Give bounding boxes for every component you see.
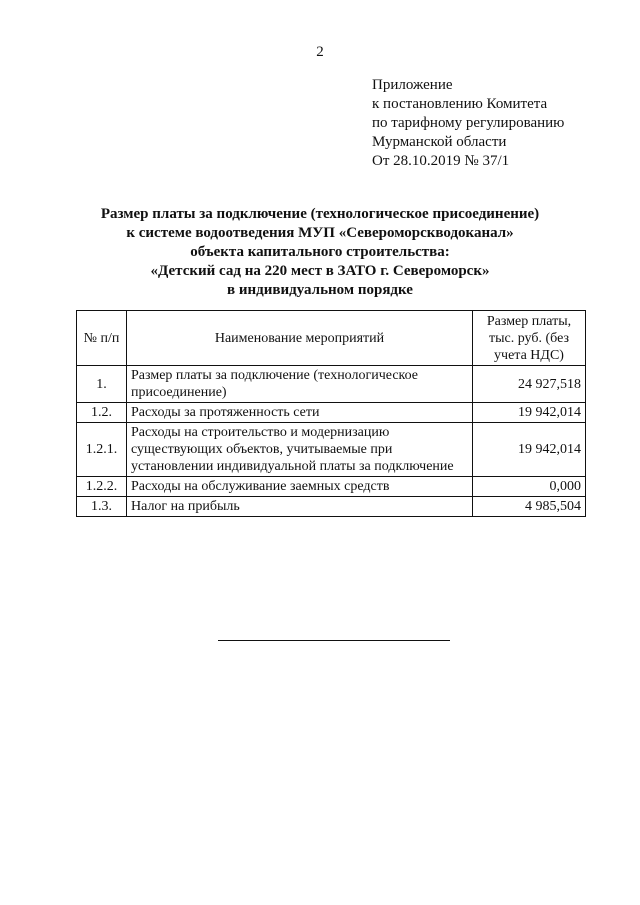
table-row <box>77 423 586 477</box>
table-row <box>77 497 586 517</box>
row-amount: 19 942,014 <box>473 403 586 423</box>
table-row <box>77 403 586 423</box>
signature-divider-line <box>218 640 450 641</box>
row-num: 1. <box>77 366 127 403</box>
table-header-row <box>77 311 586 366</box>
title-line: «Детский сад на 220 мест в ЗАТО г. Североморск» <box>150 263 490 279</box>
row-amount: 19 942,014 <box>473 423 586 477</box>
appendix-line: Мурманской области <box>372 134 507 150</box>
title-line: Размер платы за подключение (технологическое присоединение) <box>100 206 540 222</box>
row-amount: 0,000 <box>473 477 586 497</box>
fees-table <box>76 310 586 517</box>
row-num: 1.2.2. <box>77 477 127 497</box>
row-name: Расходы за протяженность сети <box>127 403 473 423</box>
row-name: Расходы на обслуживание заемных средств <box>127 477 473 497</box>
document-title <box>0 205 640 300</box>
row-num: 1.3. <box>77 497 127 517</box>
table-row <box>77 477 586 497</box>
row-amount: 24 927,518 <box>473 366 586 403</box>
row-amount: 4 985,504 <box>473 497 586 517</box>
appendix-line: к постановлению Комитета <box>372 96 548 112</box>
appendix-line: От 28.10.2019 № 37/1 <box>372 153 510 169</box>
row-name: Размер платы за подключение (технологическое присоединение) <box>127 366 473 403</box>
table-row <box>77 366 586 403</box>
row-name: Расходы на строительство и модернизацию существующих объектов, учитываемые при установлении индивидуальной платы за подключение <box>127 423 473 477</box>
row-num: 1.2. <box>77 403 127 423</box>
header-name: Наименование мероприятий <box>127 311 473 366</box>
appendix-line: по тарифному регулированию <box>372 115 565 131</box>
title-line: объекта капитального строительства: <box>190 244 450 260</box>
appendix-line: Приложение <box>372 77 453 93</box>
row-num: 1.2.1. <box>77 423 127 477</box>
header-num: № п/п <box>77 311 127 366</box>
page-number: 2 <box>316 44 324 60</box>
header-amount: Размер платы, тыс. руб. (без учета НДС) <box>473 311 586 366</box>
appendix-block <box>372 76 564 171</box>
title-line: к системе водоотведения МУП «Североморскводоканал» <box>126 225 514 241</box>
title-line: в индивидуальном порядке <box>227 282 413 298</box>
row-name: Налог на прибыль <box>127 497 473 517</box>
